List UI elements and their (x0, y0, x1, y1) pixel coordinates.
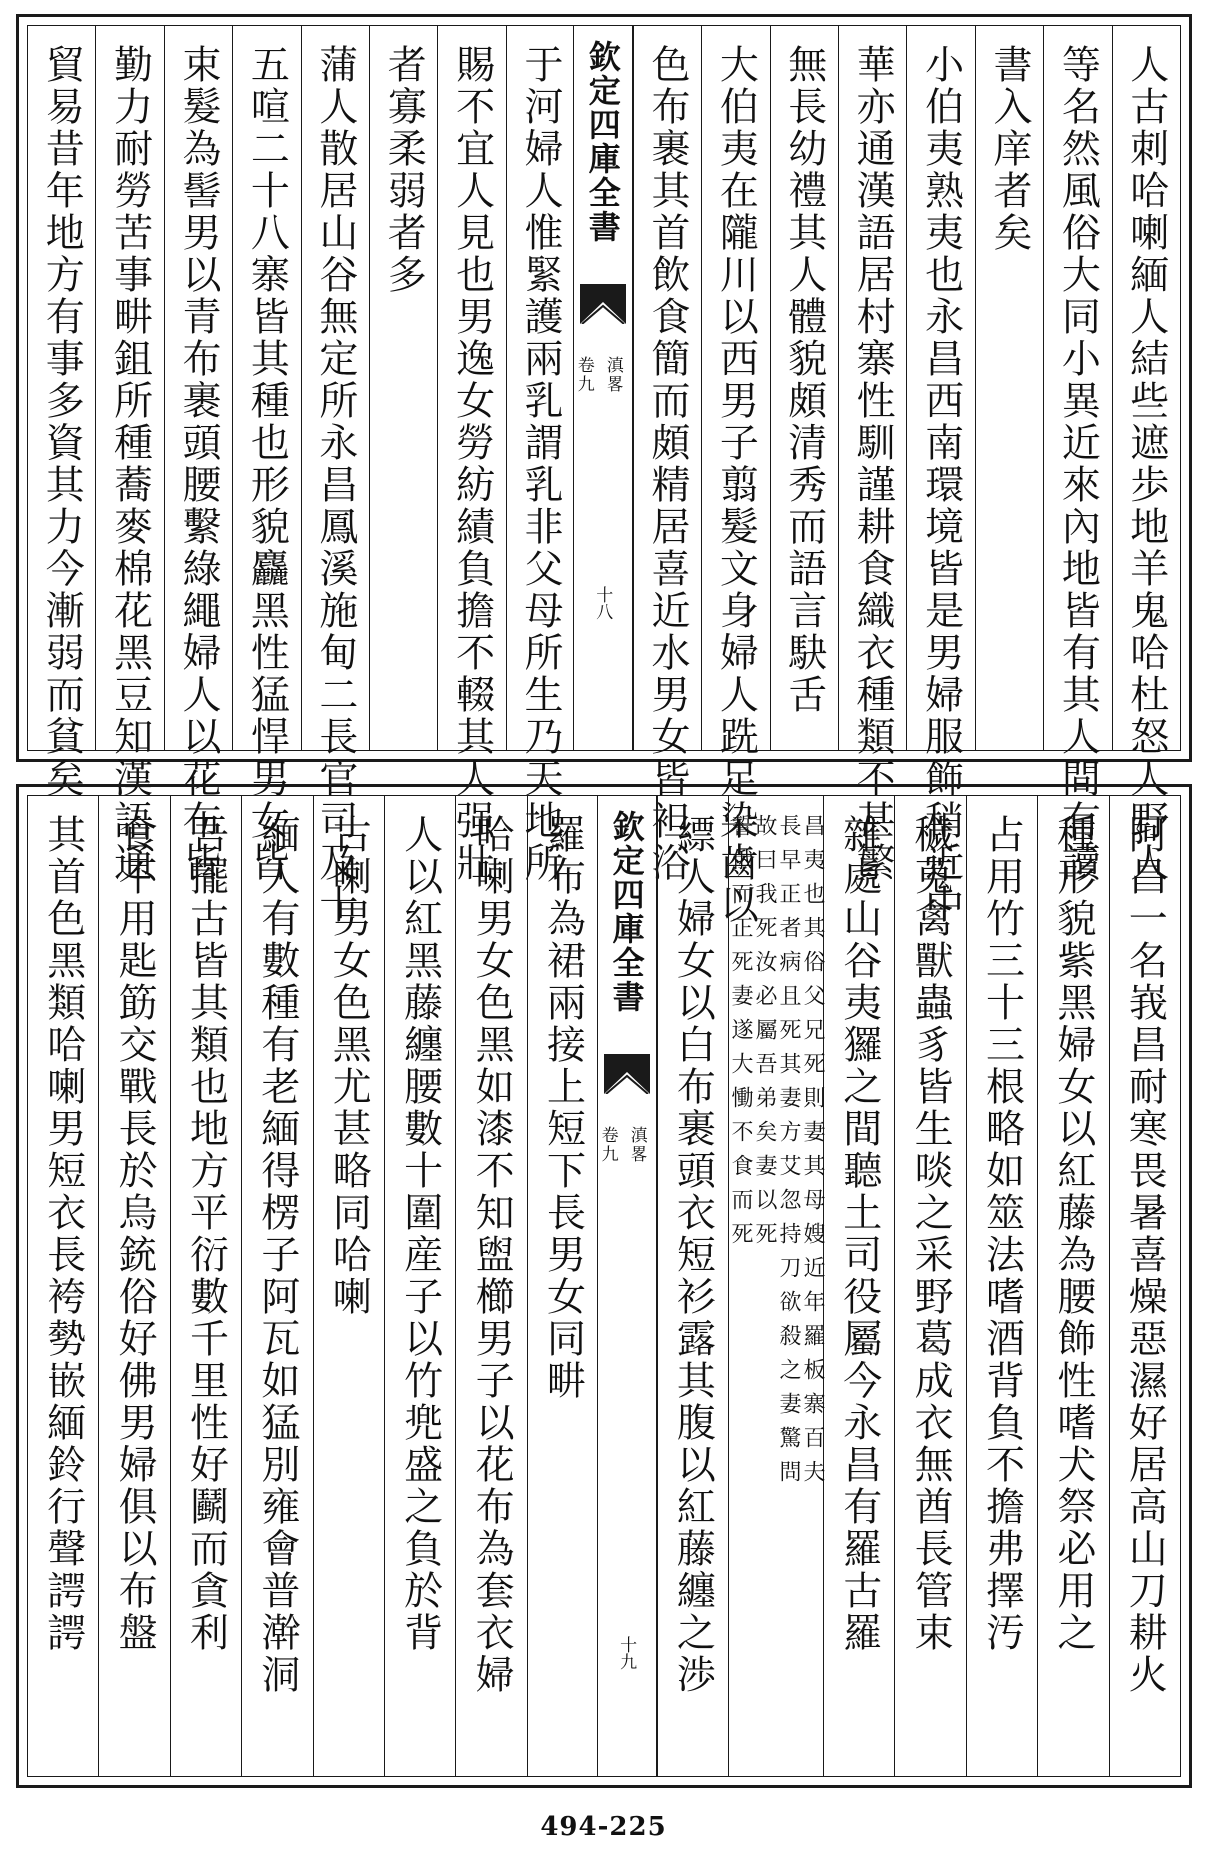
book-title: 欽定四庫全書 (583, 40, 622, 244)
text-column (657, 796, 728, 1776)
text-column (1109, 796, 1180, 1776)
bottom-page (16, 784, 1192, 1788)
center-banner (597, 796, 657, 1776)
chapter-line: 卷九 (573, 356, 594, 394)
text-column (1112, 26, 1180, 884)
column-text: 占用竹三十三根略如筮法嗜酒背負不擔弗擇汚 (979, 814, 1025, 1654)
text-column (241, 796, 312, 1776)
page-code: 494-225 (540, 1812, 667, 1842)
annotation-column (728, 796, 826, 1776)
text-column (975, 26, 1043, 750)
column-text: 者寡柔弱者多 (381, 44, 427, 296)
text-column (232, 26, 300, 884)
book-title: 欽定四庫全書 (607, 810, 646, 1014)
column-text: 書入庠者矣 (986, 44, 1032, 254)
text-column (506, 26, 574, 884)
text-column (1043, 26, 1111, 884)
text-column (98, 796, 169, 1776)
column-text: 穢蒐禽獸蟲豸皆生啖之采野葛成衣無酋長管束 (908, 814, 954, 1654)
column-text: 無長幼禮其人體貌頗清秀而語言駃舌 (781, 44, 827, 716)
folio-number: 十九 (616, 1636, 637, 1670)
chapter-line: 卷九 (597, 1126, 618, 1164)
text-column (455, 796, 526, 1776)
center-banner (573, 26, 633, 750)
column-text: 貿易昔年地方有事多資其力今漸弱而貧矣 (39, 44, 85, 800)
text-column (527, 796, 598, 1776)
column-text: 羅布為裙兩接上短下長男女同畊 (540, 814, 586, 1402)
chapter-label (573, 356, 626, 394)
column-text: 勤力耐勞苦事畊鉏所種蕎麥棉花黑豆知漢語通 (107, 44, 153, 884)
text-column (384, 796, 455, 1776)
text-column (301, 26, 369, 926)
text-column (28, 796, 98, 1776)
text-column (906, 26, 974, 926)
column-text: 其首色黑類哈喇男短衣長袴勢嵌緬鈴行聲諤諤 (40, 814, 86, 1654)
column-text: 華亦通漢語居村寨性馴謹耕食織衣種類不甚繁 (850, 44, 896, 884)
text-column (28, 26, 95, 800)
column-text: 束髮為髻男以青布裹頭腰繫綠繩婦人以花布皆 (176, 44, 222, 884)
column-text: 色布裹其首飲食簡而頗精居喜近水男女皆袒浴 (644, 44, 690, 884)
column-text: 大伯夷在隴川以西男子翦髮文身婦人跣足染齒以 (713, 44, 759, 926)
text-column (437, 26, 505, 884)
column-text: 等名然風俗大同小異近來內地皆有其人間有讀 (1055, 44, 1101, 884)
text-column (838, 26, 906, 884)
annotation-line: 故曰我死汝必屬吾弟矣妻以死 (752, 814, 778, 1256)
annotation-line: 誓俄而正死妻遂大慟不食而死 (728, 814, 754, 1256)
column-text: 人以紅黑藤纏腰數十圍産子以竹兠盛之負於背 (397, 814, 443, 1654)
annotation-line: 昌夷也其俗父兄死則妻其母嫂近年羅板寨百夫 (800, 814, 826, 1494)
text-column (313, 796, 384, 1776)
text-column (170, 796, 241, 1776)
chapter-line: 滇畧 (602, 356, 623, 394)
column-text: 小伯夷熟夷也永昌西南環境皆是男婦服飾稍近中 (918, 44, 964, 926)
text-column (770, 26, 838, 750)
column-text: 古喇男女色黑尤甚略同哈喇 (326, 814, 372, 1318)
chapter-line: 滇畧 (626, 1126, 647, 1164)
column-text: 阿昌一名峩昌耐寒畏暑喜燥惡濕好居高山刀耕火 (1122, 814, 1168, 1696)
text-column (633, 26, 701, 884)
text-column (894, 796, 965, 1776)
column-text: 食不用匙筯交戰長於烏銃俗好佛男婦俱以布盤 (112, 814, 158, 1654)
top-page-columns (27, 25, 1181, 926)
column-text: 蒲人散居山谷無定所永昌鳳溪施甸二長官司及十 (312, 44, 358, 926)
column-text: 種形貌紫黑婦女以紅藤為腰飾性嗜犬祭必用之 (1050, 814, 1096, 1654)
text-column (95, 26, 163, 884)
folio-number: 十八 (592, 586, 613, 620)
text-column (369, 26, 437, 750)
bottom-page-columns (27, 795, 1181, 1777)
fish-tail-mark-icon (580, 284, 626, 324)
text-column (823, 796, 894, 1776)
chapter-label (597, 1126, 650, 1164)
column-text: 五喧二十八寨皆其種也形貌麤黑性猛悍男女皆 (244, 44, 290, 884)
column-text: 哈喇男女色黑如漆不知盥櫛男子以花布為套衣婦 (469, 814, 515, 1696)
text-column (701, 26, 769, 926)
text-column (1037, 796, 1108, 1776)
text-column (164, 26, 232, 884)
top-page (16, 14, 1192, 926)
annotation-line: 長早正者病且死其妻方艾忽持刀欲殺之妻驚問 (776, 814, 802, 1494)
text-column (966, 796, 1037, 1776)
fish-tail-mark-icon (604, 1054, 650, 1094)
column-text: 人古刺哈喇緬人結些遮歩地羊鬼哈杜怒人野人 (1123, 44, 1169, 884)
column-text: 緬人有數種有老緬得楞子阿瓦如猛別雍會普澣洞 (254, 814, 300, 1696)
column-text: 于河婦人惟緊護兩乳謂乳非父母所生乃天地所 (518, 44, 564, 884)
column-text: 賜不宜人見也男逸女勞紡績負擔不輟其人强壯 (449, 44, 495, 884)
column-text: 縹人婦女以白布裹頭衣短衫露其腹以紅藤纏之渉 (670, 814, 716, 1696)
column-text: 雜處山谷夷玀之間聽土司役屬今永昌有羅古羅 (836, 814, 882, 1654)
column-text: 吾擺古皆其類也地方平衍數千里性好鬬而貪利 (183, 814, 229, 1654)
